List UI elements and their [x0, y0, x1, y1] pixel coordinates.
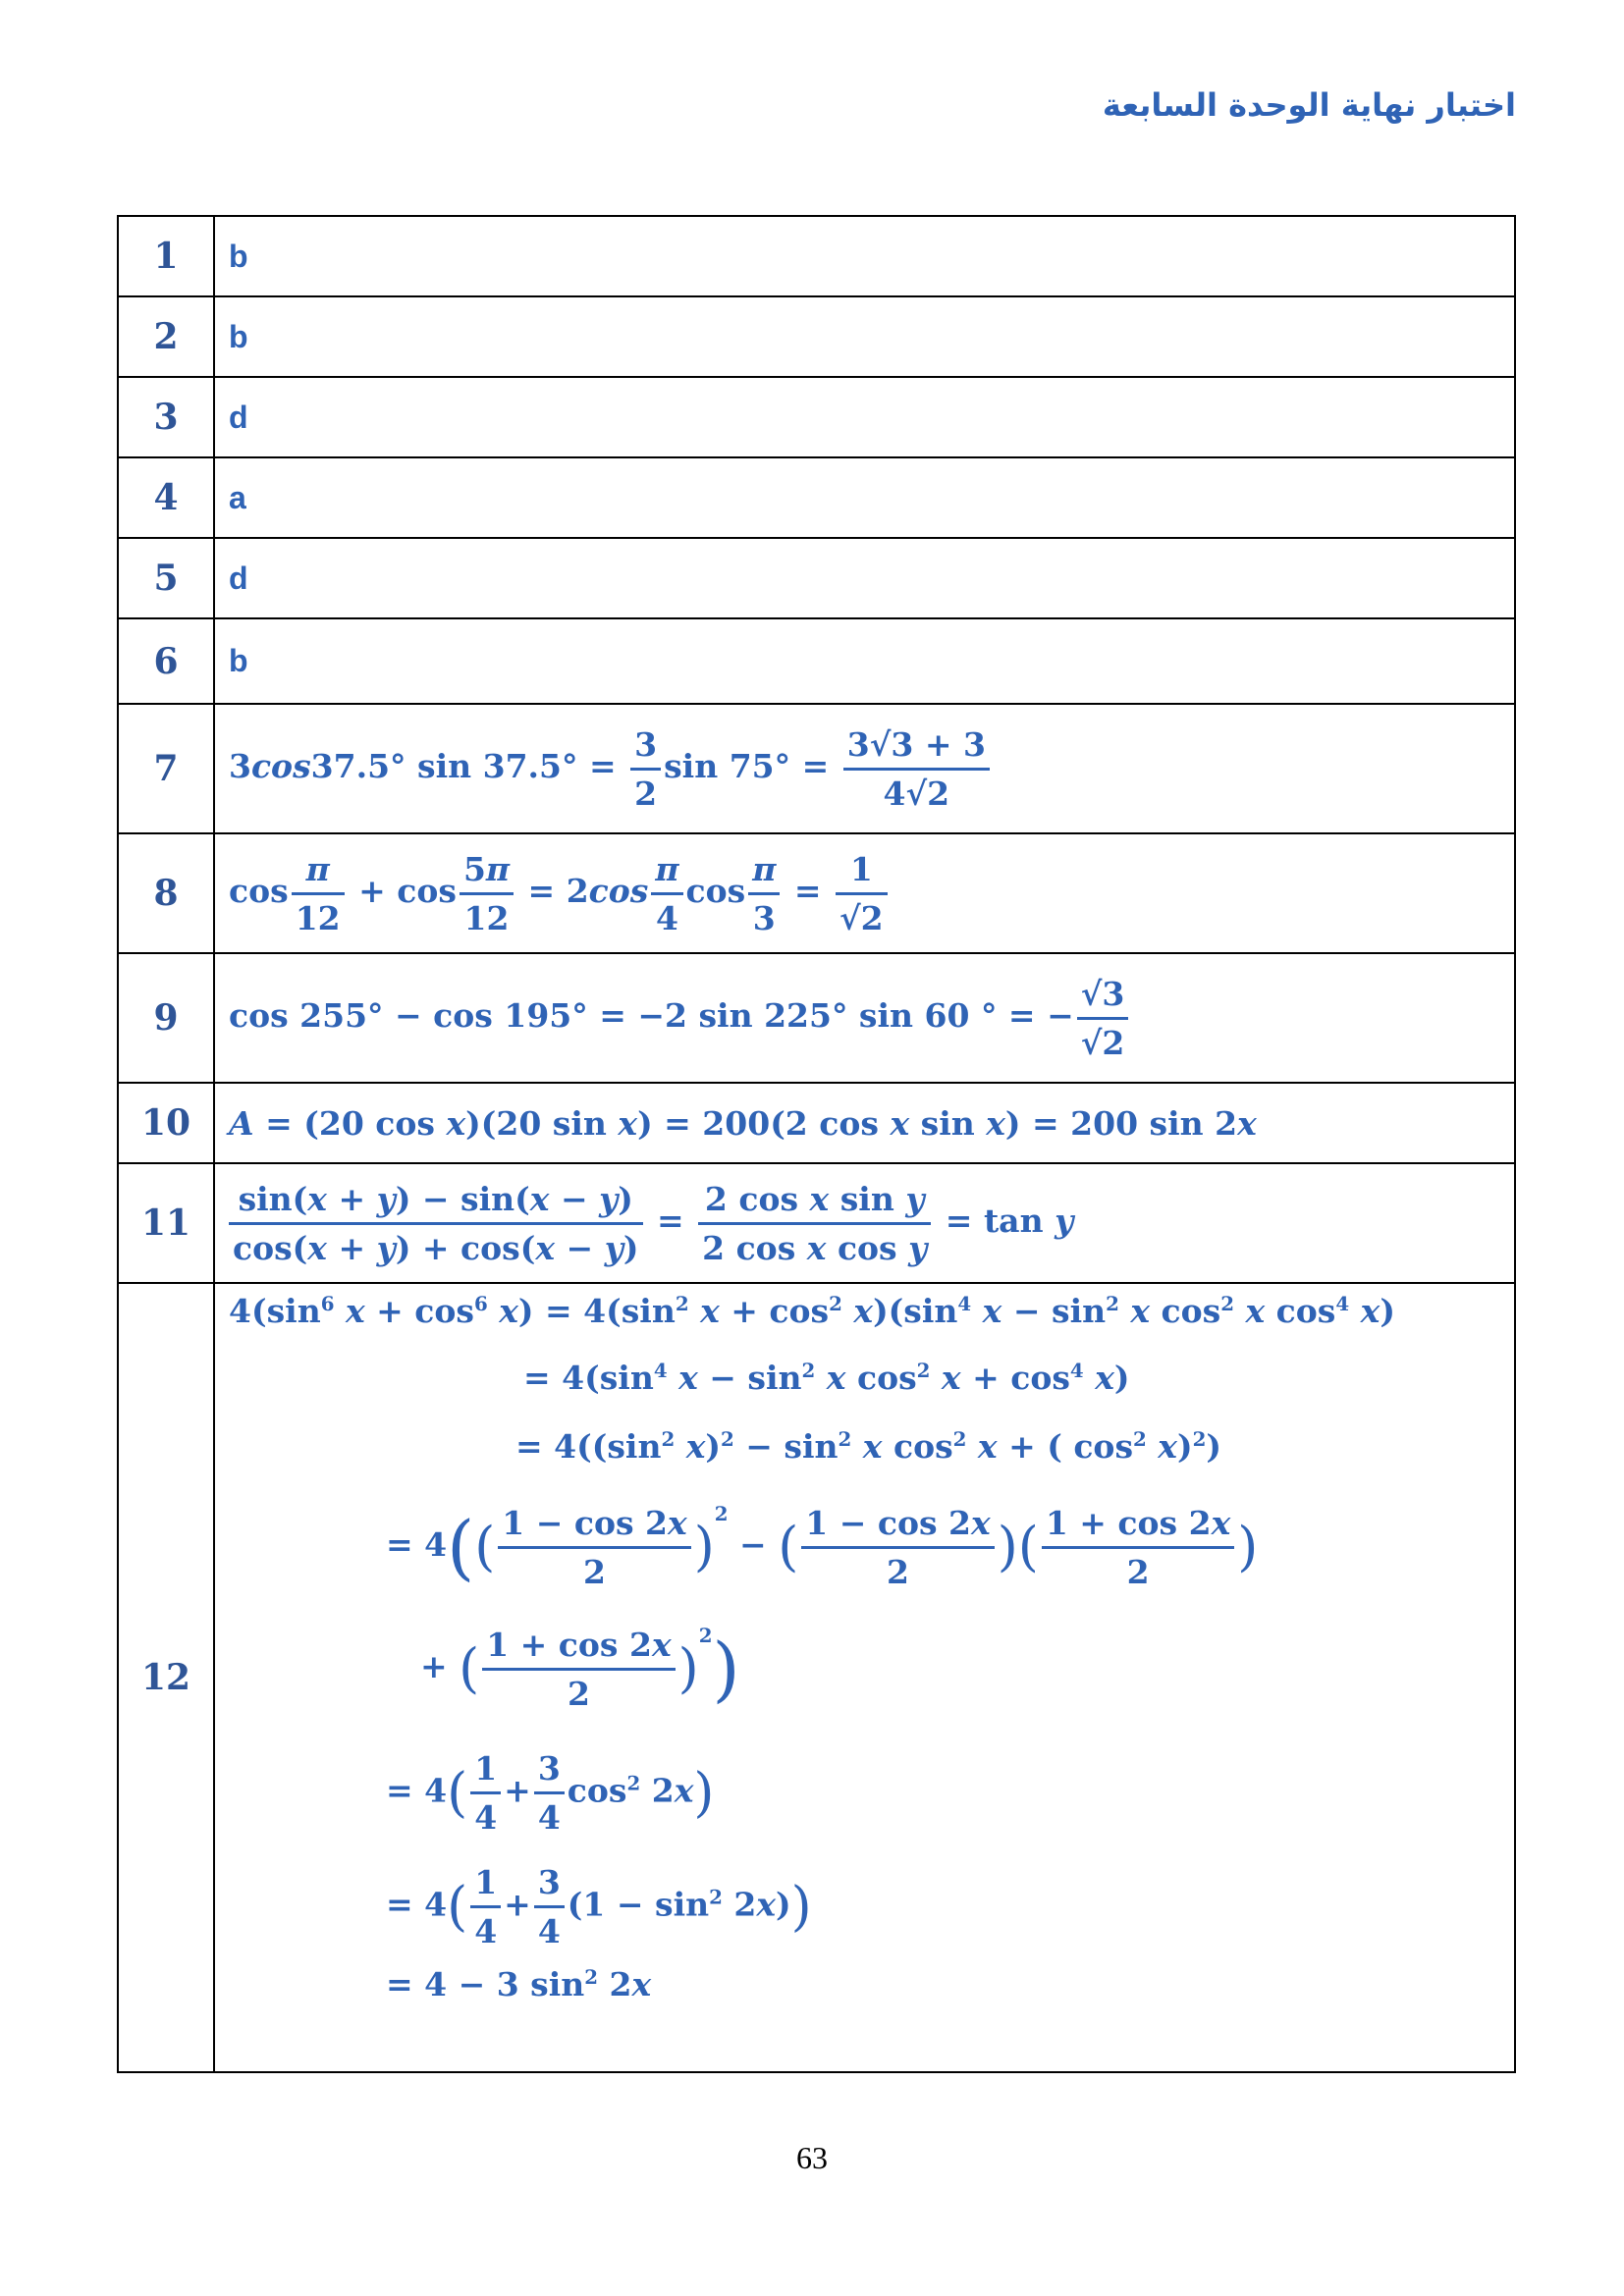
table-row — [118, 618, 1515, 704]
row-number: 3 — [118, 377, 214, 457]
row-number: 4 — [118, 457, 214, 538]
answer-equation: cos 255° − cos 195° = −2 sin 225° sin 60 ° = − $\frac{√3}{√2}$ — [229, 996, 1131, 1035]
row-number: 6 — [118, 618, 214, 704]
answer-letter: b — [229, 318, 248, 354]
answers-table — [117, 215, 1516, 2073]
answer-equation: $\frac{\sin(x + y) - \sin(x - y)}{\cos(x + y) + \cos(x - y)}$ = $\frac{\text{2 cos x sin y}}{\text{2 cos x cos y}}$ = tan y — [229, 1201, 1073, 1240]
row-number: 2 — [118, 296, 214, 377]
row-number: 9 — [118, 953, 214, 1083]
table-row — [118, 377, 1515, 457]
answer-equation: 3cos37.5° sin 37.5° = $\frac{3}{2}$ sin 75° = $\frac{3√3 + 3}{4√2}$ — [229, 747, 993, 785]
row-number: 12 — [118, 1283, 214, 2072]
page-title: اختبار نهاية الوحدة السابعة — [1102, 86, 1516, 124]
answer-derivation: $4(\sin^6$ $x + \cos^6 x) = 4(\sin^2$ $x + \cos^2 x)(\sin^4$ $x - \sin^2 x$ $\cos^2 x$ $\cos^4 x$) = $4(\sin^4$ $x - \sin^2 x$ $\cos^2 x + \cos^4 x$) = $4((\sin^2$ $x)^2 - \sin^2 x$ $\cos^2 x$ + ( $\cos^2 x)^2$) = 4(( $\frac{1 - \cos 2x}{2}$ )$^2$ − ( $\frac{1 - \cos 2x}{2}$ )( $\frac{1 + \cos 2x}{2}$ ) + ( $\frac{1 + \cos 2x}{2}$ )$^2$) = 4( $\frac{1}{4}$ + $\frac{3}{4}$ $\cos^2 2x$) = 4( $\frac{1}{4}$ + $\frac{3}{4}$ $(1 - \sin^2 2x)$) = 4 − 3 $\sin^2 2x$ — [229, 1292, 1395, 2003]
table-row — [118, 1083, 1515, 1163]
table-row — [118, 216, 1515, 296]
row-number: 11 — [118, 1163, 214, 1283]
answer-letter: b — [229, 238, 248, 274]
table-row — [118, 704, 1515, 833]
answer-letter: d — [229, 399, 248, 435]
table-row — [118, 296, 1515, 377]
row-number: 7 — [118, 704, 214, 833]
page-number: 63 — [796, 2140, 828, 2175]
answer-letter: a — [229, 479, 246, 515]
table-row — [118, 833, 1515, 953]
answer-letter: b — [229, 643, 248, 678]
answer-equation: cos $\frac{\pi}{12}$ + cos $\frac{5\pi}{12}$ = 2cos $\frac{\pi}{4}$ cos $\frac{\pi}{3}$ = $\frac{1}{√2}$ — [229, 872, 891, 910]
row-number: 1 — [118, 216, 214, 296]
table-row — [118, 1163, 1515, 1283]
row-number: 8 — [118, 833, 214, 953]
answer-equation: A = (20 cos x)(20 sin x) = 200(2 cos x sin x) = 200 sin 2x — [229, 1103, 1257, 1143]
table-row — [118, 457, 1515, 538]
table-row — [118, 538, 1515, 618]
table-row — [118, 1283, 1515, 2072]
answer-letter: d — [229, 560, 248, 596]
row-number: 10 — [118, 1083, 214, 1163]
table-row — [118, 953, 1515, 1083]
row-number: 5 — [118, 538, 214, 618]
